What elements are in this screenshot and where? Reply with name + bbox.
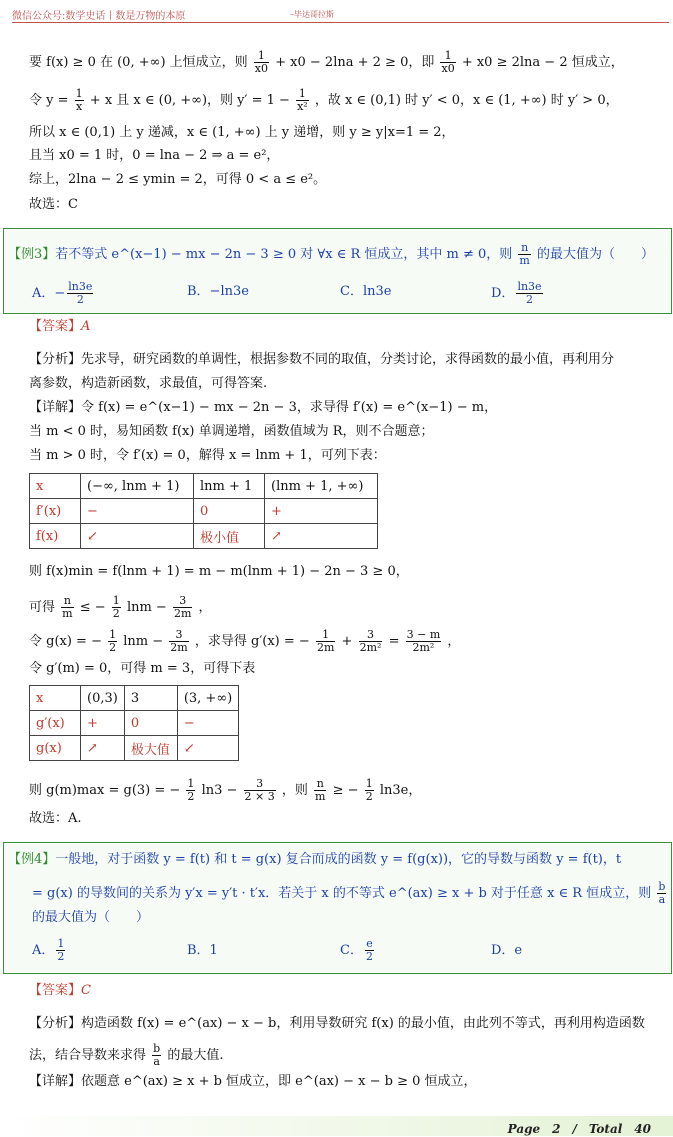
- solution-line: 综上，2lna − 2 ≤ ymin = 2，可得 0 < a ≤ e²。: [29, 172, 327, 187]
- table-row: f′(x) − 0 +: [30, 499, 378, 524]
- detail-line: 则 f(x)min = f(lnm + 1) = m − m(lnm + 1) − 2n − 3 ≥ 0，: [29, 564, 409, 579]
- detail-line: 令 g(x) = − $\frac{1}{2}$ lnm − $\frac{3}{2m}$ ，求导得 g′(x) = − $\frac{1}{2m}$ + $\frac{3}{\text{2m²}}$ = $\frac{3 - m}{\text{2m²}}$ ，: [29, 628, 461, 654]
- option-b: B．1: [187, 943, 218, 958]
- fraction: $\frac{3}{\text{2m²}}$: [359, 628, 382, 654]
- example-label: 【例3】: [8, 247, 56, 262]
- example-4-question-end: 的最大值为（ ）: [32, 910, 150, 925]
- option-c: C． $\frac{e}{2}$: [340, 937, 373, 963]
- option-d: D． $\frac{\ln 3e}{2}$: [491, 280, 542, 306]
- header-rule: [12, 22, 669, 23]
- page-number: Page 2 / Total 40: [507, 1122, 651, 1136]
- analysis-line: 法，结合导数来求得 $\frac{b}{a}$ 的最大值.: [29, 1042, 224, 1068]
- fraction: $\frac{\ln 3e}{2}$: [517, 280, 542, 306]
- table-row: g′(x) + 0 −: [30, 711, 239, 736]
- option-b: B．−ln3e: [187, 284, 249, 299]
- solution-line: 要 f(x) ≥ 0 在 (0, +∞) 上恒成立，则 $\frac{1}{x0}$ + x0 − 2lna + 2 ≥ 0，即 $\frac{1}{x0}$ + x0 ≥ 2lna − 2 恒成立，: [29, 49, 624, 75]
- fraction: $\frac{\ln 3e}{2}$: [68, 280, 93, 306]
- fraction: $\frac{n}{m}$: [62, 594, 73, 620]
- answer-value: C: [81, 983, 91, 998]
- fraction: $\frac{1}{2}$: [365, 777, 373, 803]
- option-d: D．e: [491, 943, 523, 958]
- detail-line: 可得 $\frac{n}{m}$ ≤ − $\frac{1}{2}$ lnm − $\frac{3}{2m}$ ，: [29, 594, 212, 620]
- solution-line: 所以 x ∈ (0,1) 上 y 递减，x ∈ (1, +∞) 上 y 递增，则 y ≥ y|x=1 = 2，: [29, 125, 455, 140]
- page-header: [0, 0, 673, 24]
- header-title: 微信公众号:数学史话丨数是万物的本原: [12, 11, 186, 22]
- example-3-box: [3, 228, 672, 314]
- detail-line: 令 g′(m) = 0，可得 m = 3，可得下表: [29, 661, 256, 676]
- fraction: $\frac{3}{2 \times 3}$: [244, 777, 275, 803]
- table-row: x (−∞, lnm + 1) lnm + 1 (lnm + 1, +∞): [30, 474, 378, 499]
- fraction: $\frac{1}{x}$: [75, 87, 83, 113]
- answer-value: A: [81, 319, 91, 334]
- example-3-question: 【例3】若不等式 e^(x−1) − mx − 2n − 3 ≥ 0 对 ∀x ∈ R 恒成立，其中 m ≠ 0，则 $\frac{n}{m}$ 的最大值为（ ）: [8, 241, 654, 267]
- analysis-line: 【分析】先求导，研究函数的单调性，根据参数不同的取值，分类讨论，求得函数的最小值，再利用分: [29, 352, 615, 367]
- analysis-line: 【分析】构造函数 f(x) = e^(ax) − x − b，利用导数研究 f(x) 的最小值，由此列不等式，再利用构造函数: [29, 1016, 645, 1031]
- page-footer: [0, 1116, 673, 1136]
- analysis-line: 离参数，构造新函数，求最值，可得答案.: [29, 376, 268, 391]
- fraction: $\frac{1}{2}$: [57, 937, 65, 963]
- table-2: [29, 685, 239, 761]
- fraction: $\frac{1}{x0}$: [254, 49, 268, 75]
- fraction: $\frac{1}{2}$: [112, 594, 120, 620]
- example-label: 【例4】: [8, 852, 56, 867]
- example-4-question-cont: = g(x) 的导数间的关系为 y′x = y′t · t′x．若关于 x 的不等式 e^(ax) ≥ x + b 对于任意 x ∈ R 恒成立，则 $\frac{b}{a}$: [32, 880, 666, 906]
- detail-line: 故选：A.: [29, 811, 82, 826]
- fraction: $\frac{n}{m}$: [315, 777, 326, 803]
- fraction: $\frac{1}{2}$: [187, 777, 195, 803]
- fraction: $\frac{1}{2}$: [109, 628, 117, 654]
- example-4-question: 【例4】一般地，对于函数 y = f(t) 和 t = g(x) 复合而成的函数 y = f(g(x))，它的导数与函数 y = f(t)，t: [8, 852, 622, 867]
- table-row: g(x) ↗ 极大值 ↙: [30, 736, 239, 761]
- detail-line: 【详解】令 f(x) = e^(x−1) − mx − 2n − 3，求导得 f′(x) = e^(x−1) − m，: [29, 400, 498, 415]
- fraction: $\frac{b}{a}$: [658, 880, 666, 906]
- fraction: $\frac{n}{m}$: [519, 241, 530, 267]
- detail-line: 当 m > 0 时，令 f′(x) = 0，解得 x = lnm + 1，可列下表：: [29, 448, 386, 463]
- option-c: C．ln3e: [340, 284, 392, 299]
- solution-line: 令 y = $\frac{1}{x}$ + x 且 x ∈ (0, +∞)，则 y′ = 1 − $\frac{1}{\text{x²}}$ ，故 x ∈ (0,1) 时 y′ < 0，x ∈ (1, +∞) 时 y′ > 0，: [29, 87, 619, 113]
- detail-line: 【详解】依题意 e^(ax) ≥ x + b 恒成立，即 e^(ax) − x − b ≥ 0 恒成立，: [29, 1074, 477, 1089]
- answer-line: 【答案】C: [29, 983, 91, 998]
- solution-line: 且当 x0 = 1 时，0 = lna − 2 ⇒ a = e²，: [29, 148, 280, 163]
- fraction: $\frac{1}{x0}$: [441, 49, 455, 75]
- fraction: $\frac{3}{2m}$: [170, 628, 188, 654]
- detail-line: 当 m < 0 时，易知函数 f(x) 单调递增，函数值域为 R，则不合题意；: [29, 424, 434, 439]
- header-quote: –毕达哥拉斯: [290, 10, 334, 19]
- answer-line: 【答案】A: [29, 319, 91, 334]
- fraction: $\frac{e}{2}$: [365, 937, 373, 963]
- option-a: A． $\frac{1}{2}$: [32, 937, 65, 963]
- example-4-box: [3, 842, 672, 974]
- fraction: $\frac{3 - m}{\text{2m²}}$: [406, 628, 441, 654]
- fraction: $\frac{3}{2m}$: [173, 594, 192, 620]
- detail-line: 则 g(m)max = g(3) = − $\frac{1}{2}$ ln3 − $\frac{3}{2 \times 3}$ ，则 $\frac{n}{m}$ ≥ − $\frac{1}{2}$ ln3e，: [29, 777, 422, 803]
- fraction: $\frac{1}{\text{x²}}$: [297, 87, 308, 113]
- solution-line: 故选：C: [29, 197, 78, 212]
- option-a: A．− $\frac{\ln 3e}{2}$: [32, 280, 93, 306]
- fraction: $\frac{b}{a}$: [153, 1042, 161, 1068]
- table-1: [29, 473, 378, 549]
- fraction: $\frac{1}{2m}$: [316, 628, 335, 654]
- table-row: f(x) ↙ 极小值 ↗: [30, 524, 378, 549]
- table-row: x (0,3) 3 (3, +∞): [30, 686, 239, 711]
